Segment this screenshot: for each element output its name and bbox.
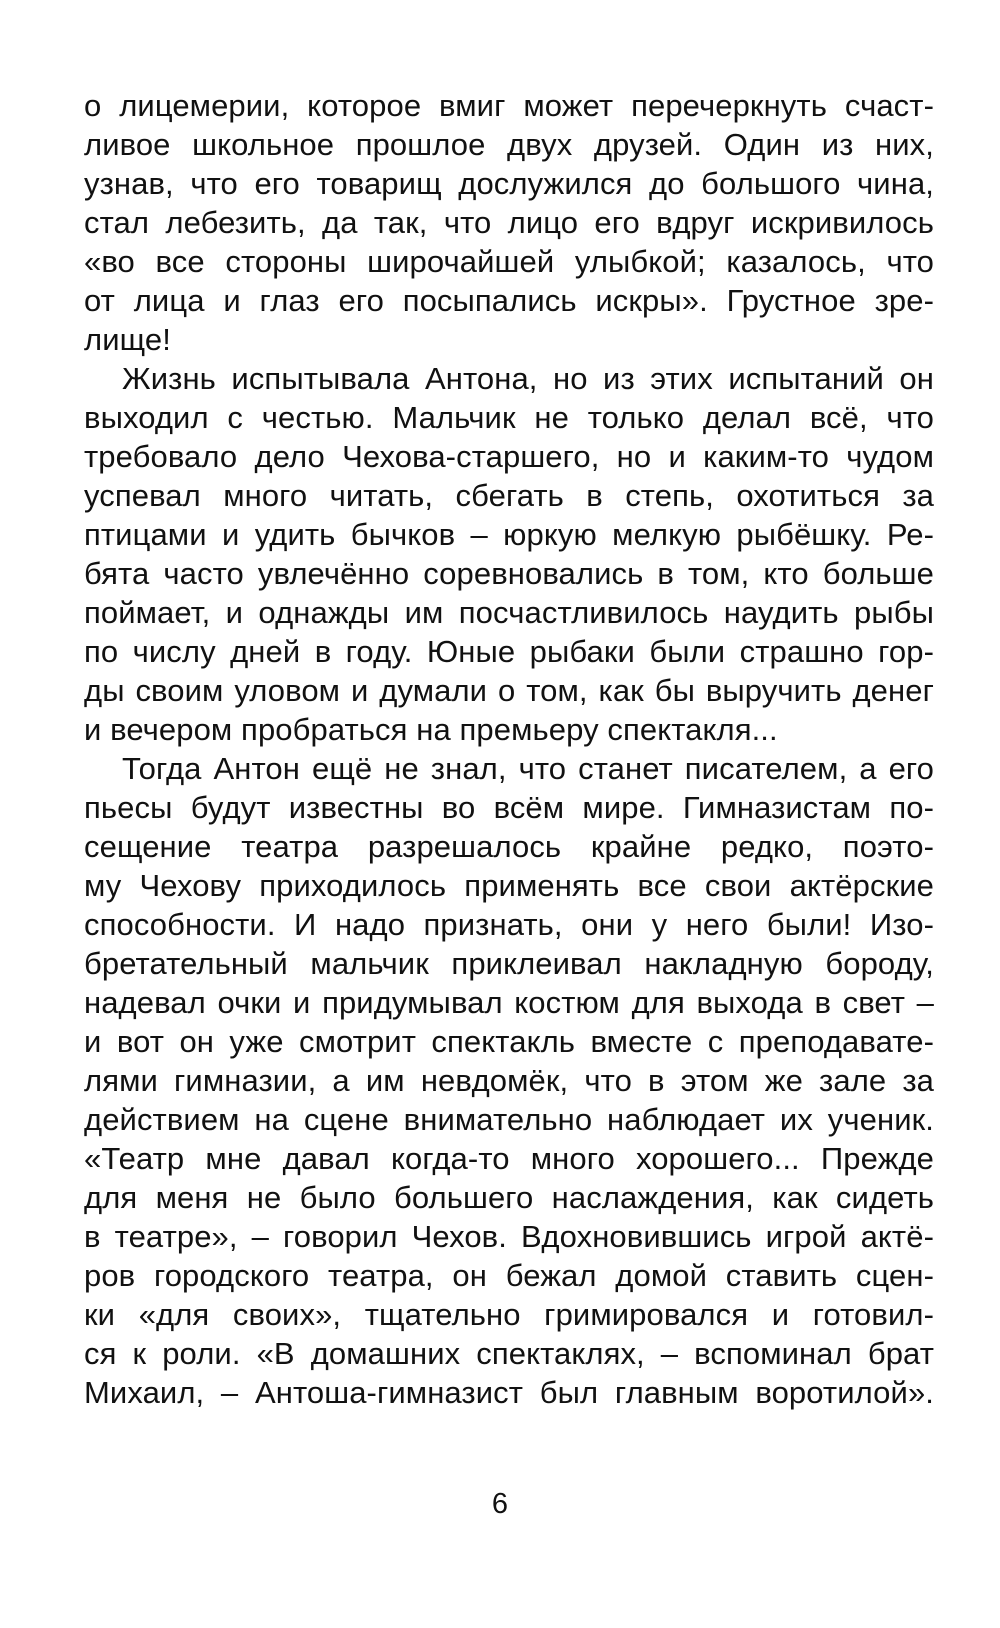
text-line: узнав, что его товарищ дослужился до большого чина, xyxy=(84,166,934,201)
text-line: ливое школьное прошлое двух друзей. Один из них, xyxy=(84,127,934,162)
text-line: Жизнь испытывала Антона, но из этих испытаний он xyxy=(122,361,934,396)
text-line: сещение театра разрешалось крайне редко, поэто- xyxy=(84,829,934,864)
text-line: и вот он уже смотрит спектакль вместе с преподавате- xyxy=(84,1024,934,1059)
text-line: птицами и удить бычков – юркую мелкую рыбёшку. Ре- xyxy=(84,517,934,552)
text-line: надевал очки и придумывал костюм для выхода в свет – xyxy=(84,985,934,1020)
text-line: Михаил, – Антоша-гимназист был главным воротилой». xyxy=(84,1375,934,1410)
text-line: поймает, и однажды им посчастливилось наудить рыбы xyxy=(84,595,934,630)
text-line: Тогда Антон ещё не знал, что станет писателем, а его xyxy=(122,751,934,786)
text-line: в театре», – говорил Чехов. Вдохновившись игрой актё- xyxy=(84,1219,934,1254)
text-line: ды своим уловом и думали о том, как бы выручить денег xyxy=(84,673,934,708)
text-line: ки «для своих», тщательно гримировался и готовил- xyxy=(84,1297,934,1332)
text-line: по числу дней в году. Юные рыбаки были страшно гор- xyxy=(84,634,934,669)
text-line: способности. И надо признать, они у него были! Изо- xyxy=(84,907,934,942)
body-text xyxy=(84,86,934,1412)
text-line: му Чехову приходилось применять все свои актёрские xyxy=(84,868,934,903)
text-line: стал лебезить, да так, что лицо его вдруг искривилось xyxy=(84,205,934,240)
text-line: ров городского театра, он бежал домой ставить сцен- xyxy=(84,1258,934,1293)
page-number: 6 xyxy=(491,1488,509,1520)
text-line: лями гимназии, а им невдомёк, что в этом же зале за xyxy=(84,1063,934,1098)
text-line: выходил с честью. Мальчик не только делал всё, что xyxy=(84,400,934,435)
text-line: для меня не было большего наслаждения, как сидеть xyxy=(84,1180,934,1215)
text-line: бята часто увлечённо соревновались в том, кто больше xyxy=(84,556,934,591)
text-line: требовало дело Чехова-старшего, но и каким-то чудом xyxy=(84,439,934,474)
text-line: «Театр мне давал когда-то много хорошего... Прежде xyxy=(84,1141,934,1176)
text-line: от лица и глаз его посыпались искры». Грустное зре- xyxy=(84,283,934,318)
text-line: о лицемерии, которое вмиг может перечеркнуть счаст- xyxy=(84,88,934,123)
text-line: и вечером пробраться на премьеру спектакля... xyxy=(84,712,778,747)
text-line: ся к роли. «В домашних спектаклях, – вспоминал брат xyxy=(84,1336,934,1371)
text-line: действием на сцене внимательно наблюдает их ученик. xyxy=(84,1102,934,1137)
text-line: пьесы будут известны во всём мире. Гимназистам по- xyxy=(84,790,934,825)
text-line: успевал много читать, сбегать в степь, охотиться за xyxy=(84,478,934,513)
text-line: «во все стороны широчайшей улыбкой; казалось, что xyxy=(84,244,934,279)
text-line: бретательный мальчик приклеивал накладную бороду, xyxy=(84,946,934,981)
text-line: лище! xyxy=(84,322,171,357)
